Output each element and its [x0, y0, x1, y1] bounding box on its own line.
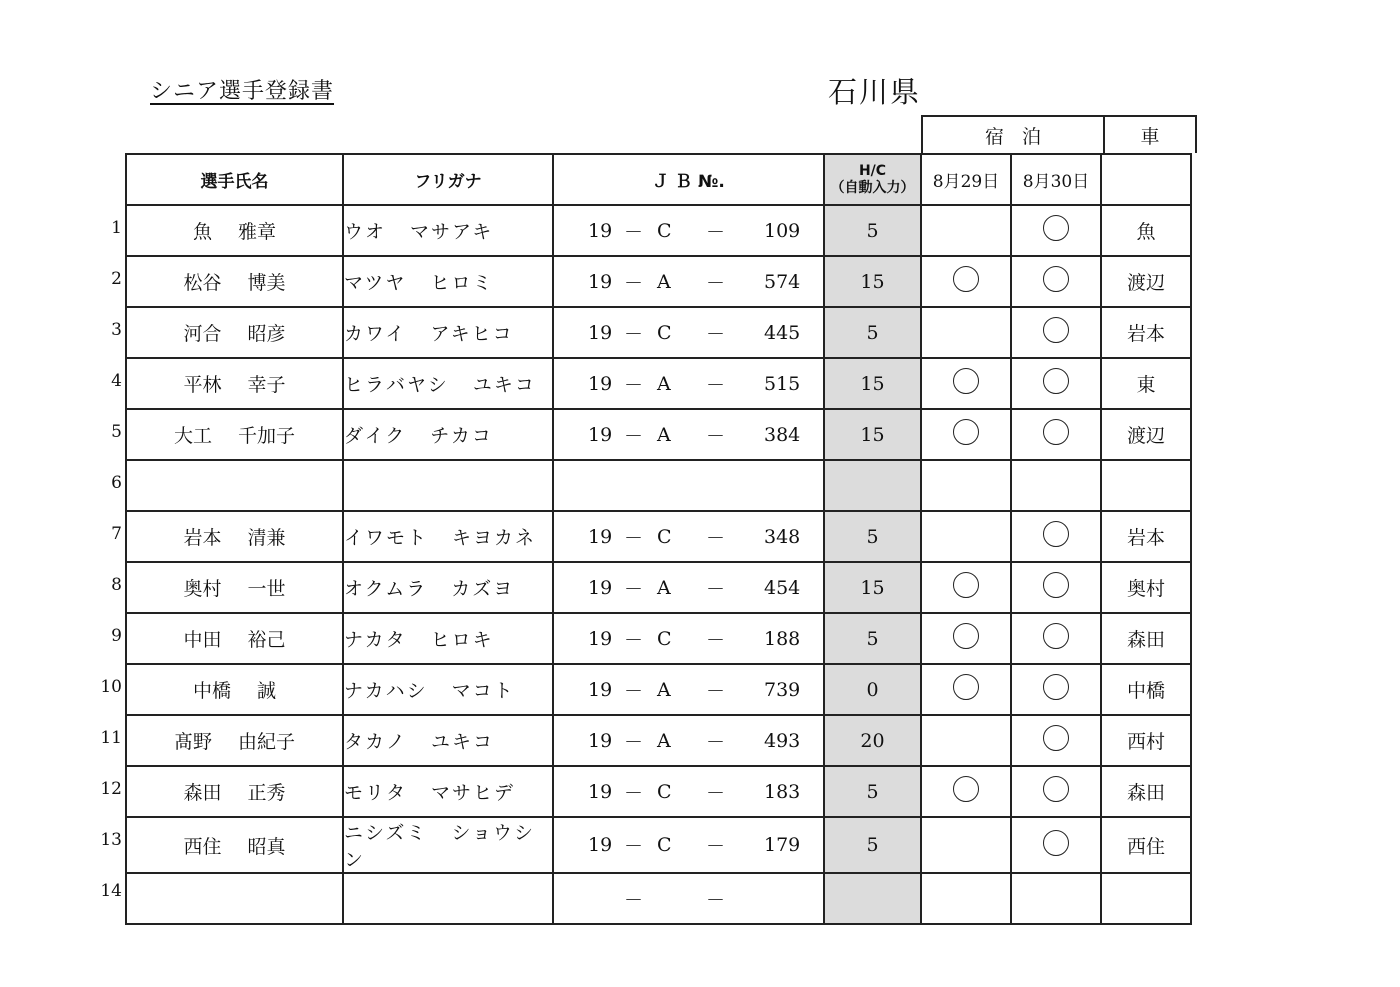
jb-serial: 454 — [764, 576, 801, 599]
stay-aug29-cell — [921, 460, 1011, 511]
player-name-cell — [126, 358, 343, 409]
check-circle-icon — [1043, 674, 1069, 700]
jb-class: C — [657, 525, 672, 548]
car-cell: 渡辺 — [1101, 409, 1191, 460]
car-cell — [1101, 873, 1191, 924]
player-name-cell — [126, 766, 343, 817]
player-name-cell — [126, 205, 343, 256]
jb-serial: 493 — [764, 729, 801, 752]
check-circle-icon — [1043, 266, 1069, 292]
player-name-cell — [126, 460, 343, 511]
car-cell — [1101, 460, 1191, 511]
stay-aug29-cell — [921, 307, 1011, 358]
player-family-name: 河合 — [183, 323, 222, 345]
stay-aug29-cell — [921, 562, 1011, 613]
player-given-name: 博美 — [247, 272, 286, 294]
stay-aug30-cell — [1011, 358, 1101, 409]
hc-cell: 15 — [824, 562, 921, 613]
jb-serial: 515 — [764, 372, 801, 395]
hc-column-header — [824, 154, 921, 205]
jb-number-cell — [553, 205, 824, 256]
player-family-name: 松谷 — [183, 272, 222, 294]
jb-number-cell — [553, 511, 824, 562]
stay-aug30-cell — [1011, 205, 1101, 256]
jb-year: 19 — [588, 270, 613, 293]
check-circle-icon — [1043, 368, 1069, 394]
hc-cell: 0 — [824, 664, 921, 715]
player-kana-cell — [343, 511, 553, 562]
hc-cell: 5 — [824, 511, 921, 562]
jb-class: A — [657, 423, 671, 446]
stay-aug29-cell — [921, 715, 1011, 766]
check-circle-icon — [1043, 830, 1069, 856]
car-cell: 中橋 — [1101, 664, 1191, 715]
player-family-name: 大工 — [173, 425, 212, 447]
row-number: 14 — [100, 881, 122, 901]
stay-aug30-cell — [1011, 873, 1101, 924]
row-number: 4 — [111, 371, 122, 391]
player-kana-cell — [343, 766, 553, 817]
stay-aug29-cell — [921, 664, 1011, 715]
player-given-name: 千加子 — [238, 425, 296, 447]
jb-dash: － — [624, 629, 644, 651]
stay-aug29-cell — [921, 613, 1011, 664]
player-kana-cell — [343, 613, 553, 664]
jb-serial: 183 — [764, 780, 801, 803]
jb-class: A — [657, 270, 671, 293]
row-number: 11 — [100, 728, 122, 748]
stay-aug29-cell — [921, 766, 1011, 817]
car-cell: 森田 — [1101, 766, 1191, 817]
date2-column-header: 8月30日 — [1011, 154, 1101, 205]
stay-aug30-cell — [1011, 307, 1101, 358]
jb-serial: 188 — [764, 627, 801, 650]
kana-given: ヒロミ — [430, 272, 494, 294]
table-row — [126, 256, 1191, 307]
player-name-cell — [126, 664, 343, 715]
name-column-header: 選手氏名 — [126, 154, 343, 205]
player-given-name: 清兼 — [247, 527, 286, 549]
player-kana-cell — [343, 715, 553, 766]
check-circle-icon — [1043, 572, 1069, 598]
kana-given: アキヒコ — [430, 323, 514, 345]
jb-year: 19 — [588, 780, 613, 803]
kana-column-header: フリガナ — [343, 154, 553, 205]
table-header-row — [126, 154, 1191, 205]
table-row — [126, 511, 1191, 562]
car-cell: 岩本 — [1101, 307, 1191, 358]
jb-number-cell — [553, 766, 824, 817]
player-name-cell — [126, 307, 343, 358]
stay-aug30-cell — [1011, 256, 1101, 307]
jb-number-cell — [553, 817, 824, 873]
player-family-name: 森田 — [183, 782, 222, 804]
player-family-name: 岩本 — [183, 527, 222, 549]
player-given-name: 由紀子 — [238, 731, 296, 753]
jb-dash: － — [706, 527, 726, 549]
kana-given: ショウシン — [344, 822, 536, 871]
stay-aug29-cell — [921, 205, 1011, 256]
jb-dash: － — [624, 731, 644, 753]
table-row — [126, 613, 1191, 664]
jb-class: C — [657, 780, 672, 803]
prefecture-label: 石川県 — [828, 75, 922, 109]
player-name-cell — [126, 817, 343, 873]
kana-given: ユキコ — [472, 374, 536, 396]
jb-year: 19 — [588, 321, 613, 344]
kana-family: マツヤ — [344, 272, 407, 294]
row-number: 10 — [100, 677, 122, 697]
jb-year: 19 — [588, 525, 613, 548]
jb-column-header: Ｊ Ｂ №. — [553, 154, 824, 205]
car-cell: 西住 — [1101, 817, 1191, 873]
stay-aug30-cell — [1011, 460, 1101, 511]
stay-aug29-cell — [921, 511, 1011, 562]
row-number: 3 — [111, 320, 122, 340]
check-circle-icon — [1043, 215, 1069, 241]
jb-dash: － — [624, 889, 644, 911]
table-row — [126, 817, 1191, 873]
kana-family: ナカタ — [344, 629, 407, 651]
jb-year: 19 — [588, 576, 613, 599]
hc-header-line1: H/C — [858, 162, 887, 179]
kana-given: キヨカネ — [452, 527, 537, 549]
car-cell: 渡辺 — [1101, 256, 1191, 307]
jb-dash: － — [706, 629, 726, 651]
row-number: 13 — [100, 830, 122, 850]
car-cell: 東 — [1101, 358, 1191, 409]
player-kana-cell — [343, 817, 553, 873]
jb-dash: － — [624, 221, 644, 243]
jb-dash: － — [706, 889, 726, 911]
stay-aug30-cell — [1011, 613, 1101, 664]
kana-given: カズヨ — [451, 578, 515, 600]
player-family-name: 西住 — [183, 835, 222, 858]
hc-header-line2: （自動入力） — [830, 179, 915, 196]
player-name-cell — [126, 613, 343, 664]
check-circle-icon — [1043, 521, 1069, 547]
table-row — [126, 460, 1191, 511]
table-row — [126, 873, 1191, 924]
stay-aug30-cell — [1011, 817, 1101, 873]
player-name-cell — [126, 715, 343, 766]
kana-given: ヒロキ — [430, 629, 494, 651]
check-circle-icon — [953, 623, 979, 649]
player-family-name: 奥村 — [183, 578, 222, 600]
jb-number-cell — [553, 613, 824, 664]
jb-year: 19 — [588, 678, 613, 701]
player-given-name: 雅章 — [238, 221, 277, 243]
player-kana-cell — [343, 307, 553, 358]
player-kana-cell — [343, 562, 553, 613]
check-circle-icon — [1043, 419, 1069, 445]
jb-class: A — [657, 678, 671, 701]
car-group-header: 車 — [1140, 125, 1160, 148]
jb-year: 19 — [588, 627, 613, 650]
document-title: シニア選手登録書 — [150, 79, 335, 104]
jb-dash: － — [624, 578, 644, 600]
player-family-name: 中田 — [183, 629, 222, 651]
player-name-cell — [126, 256, 343, 307]
kana-given: マサアキ — [410, 221, 494, 243]
hc-cell: 15 — [824, 358, 921, 409]
kana-family: ナカハシ — [344, 680, 428, 702]
stay-aug29-cell — [921, 409, 1011, 460]
kana-family: モリタ — [344, 782, 408, 804]
jb-dash: － — [624, 835, 644, 858]
car-cell: 魚 — [1101, 205, 1191, 256]
jb-dash: － — [706, 731, 726, 753]
player-kana-cell — [343, 460, 553, 511]
jb-number-cell — [553, 307, 824, 358]
kana-given: ユキコ — [431, 731, 495, 753]
player-kana-cell — [343, 873, 553, 924]
jb-serial: 574 — [764, 270, 801, 293]
row-number: 2 — [111, 269, 122, 289]
stay-aug30-cell — [1011, 511, 1101, 562]
header-group-row — [921, 115, 1197, 153]
player-given-name: 誠 — [257, 680, 277, 702]
check-circle-icon — [953, 419, 979, 445]
date1-column-header: 8月29日 — [921, 154, 1011, 205]
jb-number-cell — [553, 409, 824, 460]
stay-aug29-cell — [921, 256, 1011, 307]
registration-table — [125, 153, 1192, 925]
jb-dash: － — [706, 323, 726, 345]
row-number: 5 — [111, 422, 122, 442]
player-kana-cell — [343, 409, 553, 460]
table-row — [126, 409, 1191, 460]
table-row — [126, 358, 1191, 409]
player-family-name: 魚 — [192, 221, 212, 243]
jb-number-cell — [553, 873, 824, 924]
jb-class: A — [657, 729, 671, 752]
lodging-group-header: 宿泊 — [923, 117, 1105, 153]
kana-given: マコト — [451, 680, 515, 702]
jb-class: C — [657, 321, 672, 344]
player-given-name: 昭彦 — [247, 323, 286, 345]
jb-class: C — [657, 627, 672, 650]
hc-cell: 20 — [824, 715, 921, 766]
hc-cell — [824, 460, 921, 511]
stay-aug30-cell — [1011, 562, 1101, 613]
jb-dash: － — [624, 323, 644, 345]
player-family-name: 髙野 — [173, 731, 212, 753]
check-circle-icon — [953, 266, 979, 292]
check-circle-icon — [1043, 776, 1069, 802]
jb-dash: － — [706, 374, 726, 396]
jb-number-cell — [553, 358, 824, 409]
jb-dash: － — [624, 272, 644, 294]
jb-year: 19 — [588, 834, 613, 856]
jb-serial: 739 — [764, 678, 801, 701]
table-row — [126, 205, 1191, 256]
player-kana-cell — [343, 205, 553, 256]
stay-aug29-cell — [921, 358, 1011, 409]
player-given-name: 昭真 — [247, 835, 286, 858]
jb-class: C — [657, 834, 672, 856]
jb-dash: － — [624, 425, 644, 447]
hc-cell: 5 — [824, 817, 921, 873]
kana-given: マサヒデ — [431, 782, 516, 804]
hc-cell: 5 — [824, 205, 921, 256]
row-number: 8 — [111, 575, 122, 595]
kana-family: オクムラ — [344, 578, 428, 600]
player-given-name: 幸子 — [247, 374, 286, 396]
check-circle-icon — [953, 572, 979, 598]
row-number: 1 — [111, 218, 122, 238]
jb-serial: 348 — [764, 525, 801, 548]
jb-year: 19 — [588, 423, 613, 446]
table-row — [126, 562, 1191, 613]
jb-dash: － — [706, 272, 726, 294]
check-circle-icon — [1043, 317, 1069, 343]
jb-dash: － — [624, 374, 644, 396]
hc-cell — [824, 873, 921, 924]
car-cell: 岩本 — [1101, 511, 1191, 562]
player-family-name: 中橋 — [192, 680, 231, 702]
stay-aug29-cell — [921, 873, 1011, 924]
hc-cell: 5 — [824, 307, 921, 358]
car-cell: 森田 — [1101, 613, 1191, 664]
kana-family: ウオ — [344, 221, 387, 243]
player-kana-cell — [343, 358, 553, 409]
jb-number-cell — [553, 460, 824, 511]
check-circle-icon — [953, 776, 979, 802]
check-circle-icon — [953, 368, 979, 394]
jb-number-cell — [553, 715, 824, 766]
kana-given: チカコ — [430, 425, 493, 447]
hc-cell: 15 — [824, 409, 921, 460]
player-kana-cell — [343, 664, 553, 715]
row-number: 9 — [111, 626, 122, 646]
kana-family: イワモト — [344, 527, 429, 549]
table-row — [126, 664, 1191, 715]
check-circle-icon — [953, 674, 979, 700]
hc-cell: 5 — [824, 613, 921, 664]
jb-dash: － — [624, 527, 644, 549]
player-kana-cell — [343, 256, 553, 307]
jb-dash: － — [706, 221, 726, 243]
jb-class: A — [657, 372, 671, 395]
jb-year: 19 — [588, 729, 613, 752]
jb-number-cell — [553, 664, 824, 715]
row-number: 6 — [111, 473, 122, 493]
row-number: 12 — [100, 779, 122, 799]
jb-year: 19 — [588, 219, 613, 242]
jb-dash: － — [706, 425, 726, 447]
player-family-name: 平林 — [183, 374, 222, 396]
jb-dash: － — [624, 782, 644, 804]
jb-serial: 384 — [764, 423, 801, 446]
jb-dash: － — [624, 680, 644, 702]
table-row — [126, 307, 1191, 358]
car-column-header — [1101, 154, 1191, 205]
jb-serial: 445 — [764, 321, 801, 344]
table-row — [126, 766, 1191, 817]
player-name-cell — [126, 562, 343, 613]
stay-aug30-cell — [1011, 664, 1101, 715]
jb-year: 19 — [588, 372, 613, 395]
hc-cell: 15 — [824, 256, 921, 307]
jb-serial: 179 — [764, 834, 801, 856]
stay-aug29-cell — [921, 817, 1011, 873]
hc-cell: 5 — [824, 766, 921, 817]
stay-aug30-cell — [1011, 766, 1101, 817]
kana-family: ニシズミ — [344, 822, 428, 844]
jb-dash: － — [706, 782, 726, 804]
kana-family: タカノ — [344, 731, 408, 753]
kana-family: ヒラバヤシ — [344, 374, 449, 396]
table-row — [126, 715, 1191, 766]
jb-number-cell — [553, 562, 824, 613]
row-number: 7 — [111, 524, 122, 544]
stay-aug30-cell — [1011, 409, 1101, 460]
player-given-name: 一世 — [247, 578, 286, 600]
player-name-cell — [126, 511, 343, 562]
jb-number-cell — [553, 256, 824, 307]
car-cell: 西村 — [1101, 715, 1191, 766]
jb-dash: － — [706, 680, 726, 702]
player-given-name: 正秀 — [247, 782, 286, 804]
player-name-cell — [126, 873, 343, 924]
stay-aug30-cell — [1011, 715, 1101, 766]
kana-family: カワイ — [344, 323, 407, 345]
jb-dash: － — [706, 835, 726, 858]
player-name-cell — [126, 409, 343, 460]
check-circle-icon — [1043, 725, 1069, 751]
jb-class: C — [657, 219, 672, 242]
player-given-name: 裕己 — [247, 629, 286, 651]
jb-serial: 109 — [764, 219, 801, 242]
check-circle-icon — [1043, 623, 1069, 649]
car-cell: 奥村 — [1101, 562, 1191, 613]
kana-family: ダイク — [344, 425, 407, 447]
jb-class: A — [657, 576, 671, 599]
jb-dash: － — [706, 578, 726, 600]
